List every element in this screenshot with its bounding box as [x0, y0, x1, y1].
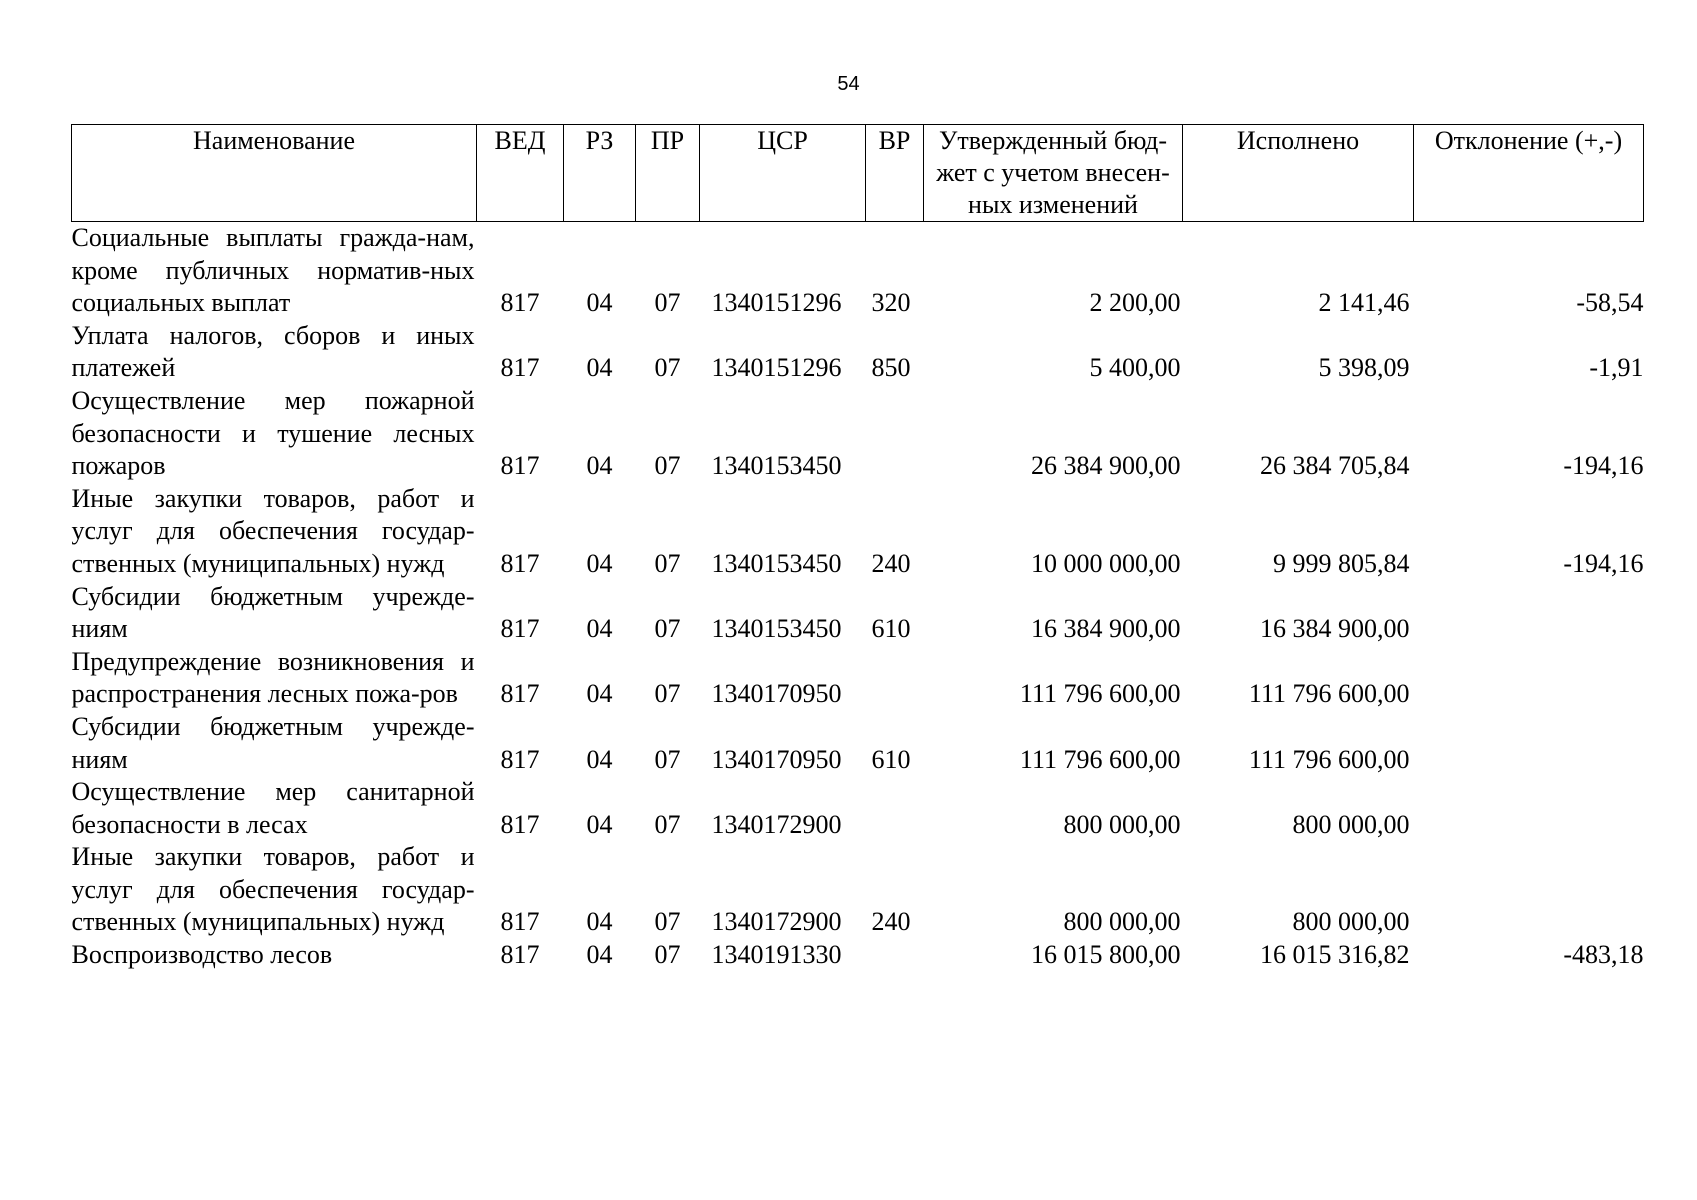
row-approved-budget: 16 384 900,00 — [1031, 614, 1181, 644]
row-ved: 817 — [500, 679, 540, 709]
row-rz: 04 — [586, 548, 613, 578]
row-name: Уплата налогов, сборов и иных платежей — [71, 320, 475, 383]
row-vr: 240 — [871, 548, 911, 578]
table-row — [72, 222, 1644, 320]
row-executed: 26 384 705,84 — [1260, 451, 1410, 481]
row-ved: 817 — [500, 614, 540, 644]
row-name: Социальные выплаты гражда-нам, кроме публичных норматив-ных социальных выплат — [71, 223, 475, 318]
row-csr: 1340172900 — [711, 907, 842, 937]
row-approved-budget: 111 796 600,00 — [1019, 679, 1181, 709]
row-approved-budget: 111 796 600,00 — [1019, 744, 1181, 774]
table-row — [72, 776, 1644, 841]
row-approved-budget: 5 400,00 — [1089, 353, 1181, 383]
row-vr — [866, 939, 924, 972]
row-vr: 240 — [871, 907, 911, 937]
row-deviation — [1414, 581, 1644, 646]
row-vr — [866, 385, 924, 483]
row-executed: 5 398,09 — [1318, 353, 1410, 383]
row-rz: 04 — [586, 679, 613, 709]
row-vr: 320 — [871, 288, 911, 318]
row-csr: 1340172900 — [711, 809, 842, 839]
row-csr: 1340153450 — [711, 548, 842, 578]
row-name: Осуществление мер пожарной безопасности и тушение лесных пожаров — [71, 385, 475, 481]
row-deviation: -194,16 — [1563, 451, 1644, 481]
row-csr: 1340191330 — [711, 940, 842, 970]
row-ved: 817 — [500, 353, 540, 383]
row-ved: 817 — [500, 809, 540, 839]
row-pr: 07 — [654, 744, 681, 774]
header-vr: ВР — [866, 125, 924, 222]
row-pr: 07 — [654, 548, 681, 578]
header-executed: Исполнено — [1183, 125, 1414, 222]
row-pr: 07 — [654, 940, 681, 970]
row-deviation: -483,18 — [1563, 940, 1644, 970]
row-rz: 04 — [586, 940, 613, 970]
row-csr: 1340153450 — [711, 451, 842, 481]
row-rz: 04 — [586, 907, 613, 937]
header-rz: РЗ — [564, 125, 636, 222]
row-vr: 850 — [871, 353, 911, 383]
row-executed: 2 141,46 — [1318, 288, 1410, 318]
header-pr: ПР — [636, 125, 700, 222]
row-pr: 07 — [654, 288, 681, 318]
row-ved: 817 — [500, 451, 540, 481]
row-ved: 817 — [500, 907, 540, 937]
row-approved-budget: 800 000,00 — [1063, 907, 1181, 937]
row-executed: 800 000,00 — [1292, 907, 1410, 937]
row-ved: 817 — [500, 288, 540, 318]
row-csr: 1340151296 — [711, 288, 842, 318]
row-ved: 817 — [500, 940, 540, 970]
row-name: Предупреждение возникновения и распространения лесных пожа-ров — [71, 646, 475, 709]
row-executed: 9 999 805,84 — [1273, 548, 1410, 578]
row-csr: 1340170950 — [711, 679, 842, 709]
table-row — [72, 646, 1644, 711]
row-pr: 07 — [654, 679, 681, 709]
row-rz: 04 — [586, 451, 613, 481]
row-pr: 07 — [654, 353, 681, 383]
row-ved: 817 — [500, 548, 540, 578]
row-executed: 800 000,00 — [1292, 809, 1410, 839]
row-deviation: -194,16 — [1563, 548, 1644, 578]
page-number: 54 — [837, 73, 860, 95]
row-rz: 04 — [586, 809, 613, 839]
row-vr: 610 — [871, 744, 911, 774]
table-row — [72, 320, 1644, 385]
row-ved: 817 — [500, 744, 540, 774]
row-pr: 07 — [654, 451, 681, 481]
row-approved-budget: 800 000,00 — [1063, 809, 1181, 839]
row-pr: 07 — [654, 907, 681, 937]
row-vr: 610 — [871, 614, 911, 644]
row-pr: 07 — [654, 614, 681, 644]
table-header-row — [72, 125, 1644, 222]
table-row — [72, 939, 1644, 972]
row-rz: 04 — [586, 288, 613, 318]
row-csr: 1340153450 — [711, 614, 842, 644]
table-row — [72, 711, 1644, 776]
row-name: Иные закупки товаров, работ и услуг для обеспечения государ-ственных (муниципальных) нужд — [71, 483, 475, 578]
table-row — [72, 841, 1644, 939]
row-csr: 1340170950 — [711, 744, 842, 774]
row-deviation — [1414, 841, 1644, 939]
table-row — [72, 385, 1644, 483]
row-rz: 04 — [586, 744, 613, 774]
header-approved-budget: Утвержденный бюд-жет с учетом внесен-ных изменений — [924, 125, 1183, 222]
row-executed: 111 796 600,00 — [1248, 744, 1410, 774]
row-deviation — [1414, 646, 1644, 711]
row-name: Осуществление мер санитарной безопасности в лесах — [71, 777, 475, 839]
row-deviation: -1,91 — [1589, 353, 1644, 383]
row-rz: 04 — [586, 353, 613, 383]
row-executed: 16 015 316,82 — [1260, 940, 1410, 970]
row-vr — [866, 646, 924, 711]
budget-execution-table — [71, 124, 1644, 972]
row-vr — [866, 776, 924, 841]
row-csr: 1340151296 — [711, 353, 842, 383]
row-executed: 111 796 600,00 — [1248, 679, 1410, 709]
row-deviation — [1414, 776, 1644, 841]
row-approved-budget: 10 000 000,00 — [1031, 548, 1181, 578]
row-name: Воспроизводство лесов — [71, 940, 333, 970]
row-name: Субсидии бюджетным учрежде-ниям — [71, 711, 475, 774]
header-name: Наименование — [72, 125, 477, 222]
row-pr: 07 — [654, 809, 681, 839]
table-row — [72, 581, 1644, 646]
row-name: Иные закупки товаров, работ и услуг для обеспечения государ-ственных (муниципальных) нужд — [71, 842, 475, 937]
header-csr: ЦСР — [700, 125, 866, 222]
header-ved: ВЕД — [477, 125, 564, 222]
table-row — [72, 483, 1644, 581]
row-approved-budget: 16 015 800,00 — [1031, 940, 1181, 970]
row-deviation — [1414, 711, 1644, 776]
row-approved-budget: 2 200,00 — [1089, 288, 1181, 318]
row-approved-budget: 26 384 900,00 — [1031, 451, 1181, 481]
row-deviation: -58,54 — [1576, 288, 1644, 318]
row-name: Субсидии бюджетным учрежде-ниям — [71, 581, 475, 644]
table-body — [72, 222, 1644, 972]
row-executed: 16 384 900,00 — [1260, 614, 1410, 644]
row-rz: 04 — [586, 614, 613, 644]
header-deviation: Отклонение (+,-) — [1414, 125, 1644, 222]
